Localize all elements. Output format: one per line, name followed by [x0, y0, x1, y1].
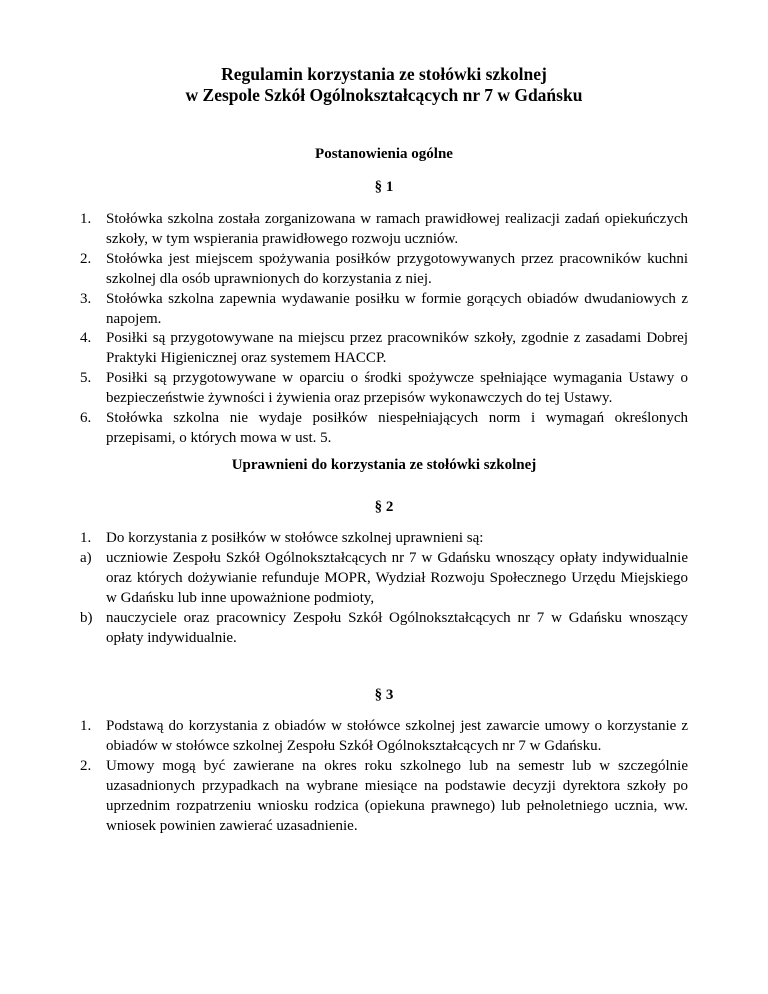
list-marker: a)	[80, 549, 92, 566]
section-3-list	[80, 717, 688, 836]
section-3-paragraph-number: § 3	[374, 687, 394, 703]
list-marker: 4.	[80, 330, 92, 347]
list-item-text: Posiłki są przygotowywane w oparciu o środki spożywcze spełniające wymagania Ustawy o bezpieczeństwie żywności i żywienia oraz przepisów wykonawczych do tej Ustawy.	[106, 370, 688, 407]
document-title-line-1: Regulamin korzystania ze stołówki szkolnej	[221, 64, 547, 84]
document-title-line-2: w Zespole Szkół Ogólnokształcących nr 7 w Gdańsku	[185, 85, 583, 105]
list-marker: 1.	[80, 211, 92, 227]
list-marker: b)	[80, 609, 93, 626]
section-2-heading: Uprawnieni do korzystania ze stołówki szkolnej	[231, 457, 537, 473]
list-marker: 6.	[80, 410, 92, 427]
list-item-text: nauczyciele oraz pracownicy Zespołu Szkół Ogólnokształcących nr 7 w Gdańsku wnoszący opłaty indywidualnie.	[106, 609, 688, 646]
section-1-heading: Postanowienia ogólne	[315, 146, 453, 162]
list-item	[80, 250, 688, 290]
list-item	[80, 609, 688, 649]
list-marker: 1.	[80, 718, 92, 734]
list-marker: 1.	[80, 530, 92, 546]
list-item	[80, 549, 688, 609]
list-item	[80, 329, 688, 369]
list-item	[80, 290, 688, 330]
list-marker: 5.	[80, 370, 92, 387]
list-item-text: Stołówka szkolna nie wydaje posiłków niespełniających norm i wymagań określonych przepisami, o których mowa w ust. 5.	[106, 410, 688, 446]
list-marker: 2.	[80, 250, 92, 267]
list-item-text: Umowy mogą być zawierane na okres roku szkolnego lub na semestr lub w szczególnie uzasadnionych przypadkach na wybrane miesiące na podstawie decyzji dyrektora szkoły po uprzednim rozpatrzeniu wniosku rodzica (opiekuna prawnego) lub pełnoletniego ucznia, ww. wniosek powinien zawierać uzasadnienie.	[106, 757, 688, 834]
list-marker: 3.	[80, 290, 92, 307]
list-item	[80, 757, 688, 837]
section-2-paragraph-number: § 2	[374, 499, 394, 515]
list-item	[80, 717, 688, 757]
list-item-text: Stołówka szkolna zapewnia wydawanie posiłku w formie gorących obiadów dwudaniowych z napojem.	[106, 290, 688, 327]
list-item	[80, 529, 688, 549]
list-item-text: Posiłki są przygotowywane na miejscu przez pracowników szkoły, zgodnie z zasadami Dobrej Praktyki Higienicznej oraz systemem HACCP.	[106, 330, 688, 367]
list-item	[80, 210, 688, 250]
section-1-list	[80, 210, 688, 449]
section-2-list	[80, 529, 688, 648]
section-1-paragraph-number: § 1	[374, 179, 394, 195]
list-marker: 2.	[80, 757, 92, 774]
list-item-text: Stołówka szkolna została zorganizowana w ramach prawidłowej realizacji zadań opiekuńczych szkoły, w tym wspierania prawidłowego rozwoju uczniów.	[106, 211, 688, 247]
list-item-text: Stołówka jest miejscem spożywania posiłków przygotowywanych przez pracowników kuchni szkolnej dla osób uprawnionych do korzystania z niej.	[106, 250, 688, 287]
list-item	[80, 409, 688, 449]
list-item	[80, 369, 688, 409]
list-item-text: Podstawą do korzystania z obiadów w stołówce szkolnej jest zawarcie umowy o korzystanie z obiadów w stołówce szkolnej Zespołu Szkół Ogólnokształcących nr 7 w Gdańsku.	[106, 718, 688, 754]
list-item-text: uczniowie Zespołu Szkół Ogólnokształcących nr 7 w Gdańsku wnoszący opłaty indywidualnie oraz których dożywianie refunduje MOPR, Wydział Rozwoju Społecznego Urzędu Miejskiego w Gdańsku lub inne upoważnione podmioty,	[106, 549, 688, 606]
list-item-text: Do korzystania z posiłków w stołówce szkolnej uprawnieni są:	[106, 530, 484, 546]
